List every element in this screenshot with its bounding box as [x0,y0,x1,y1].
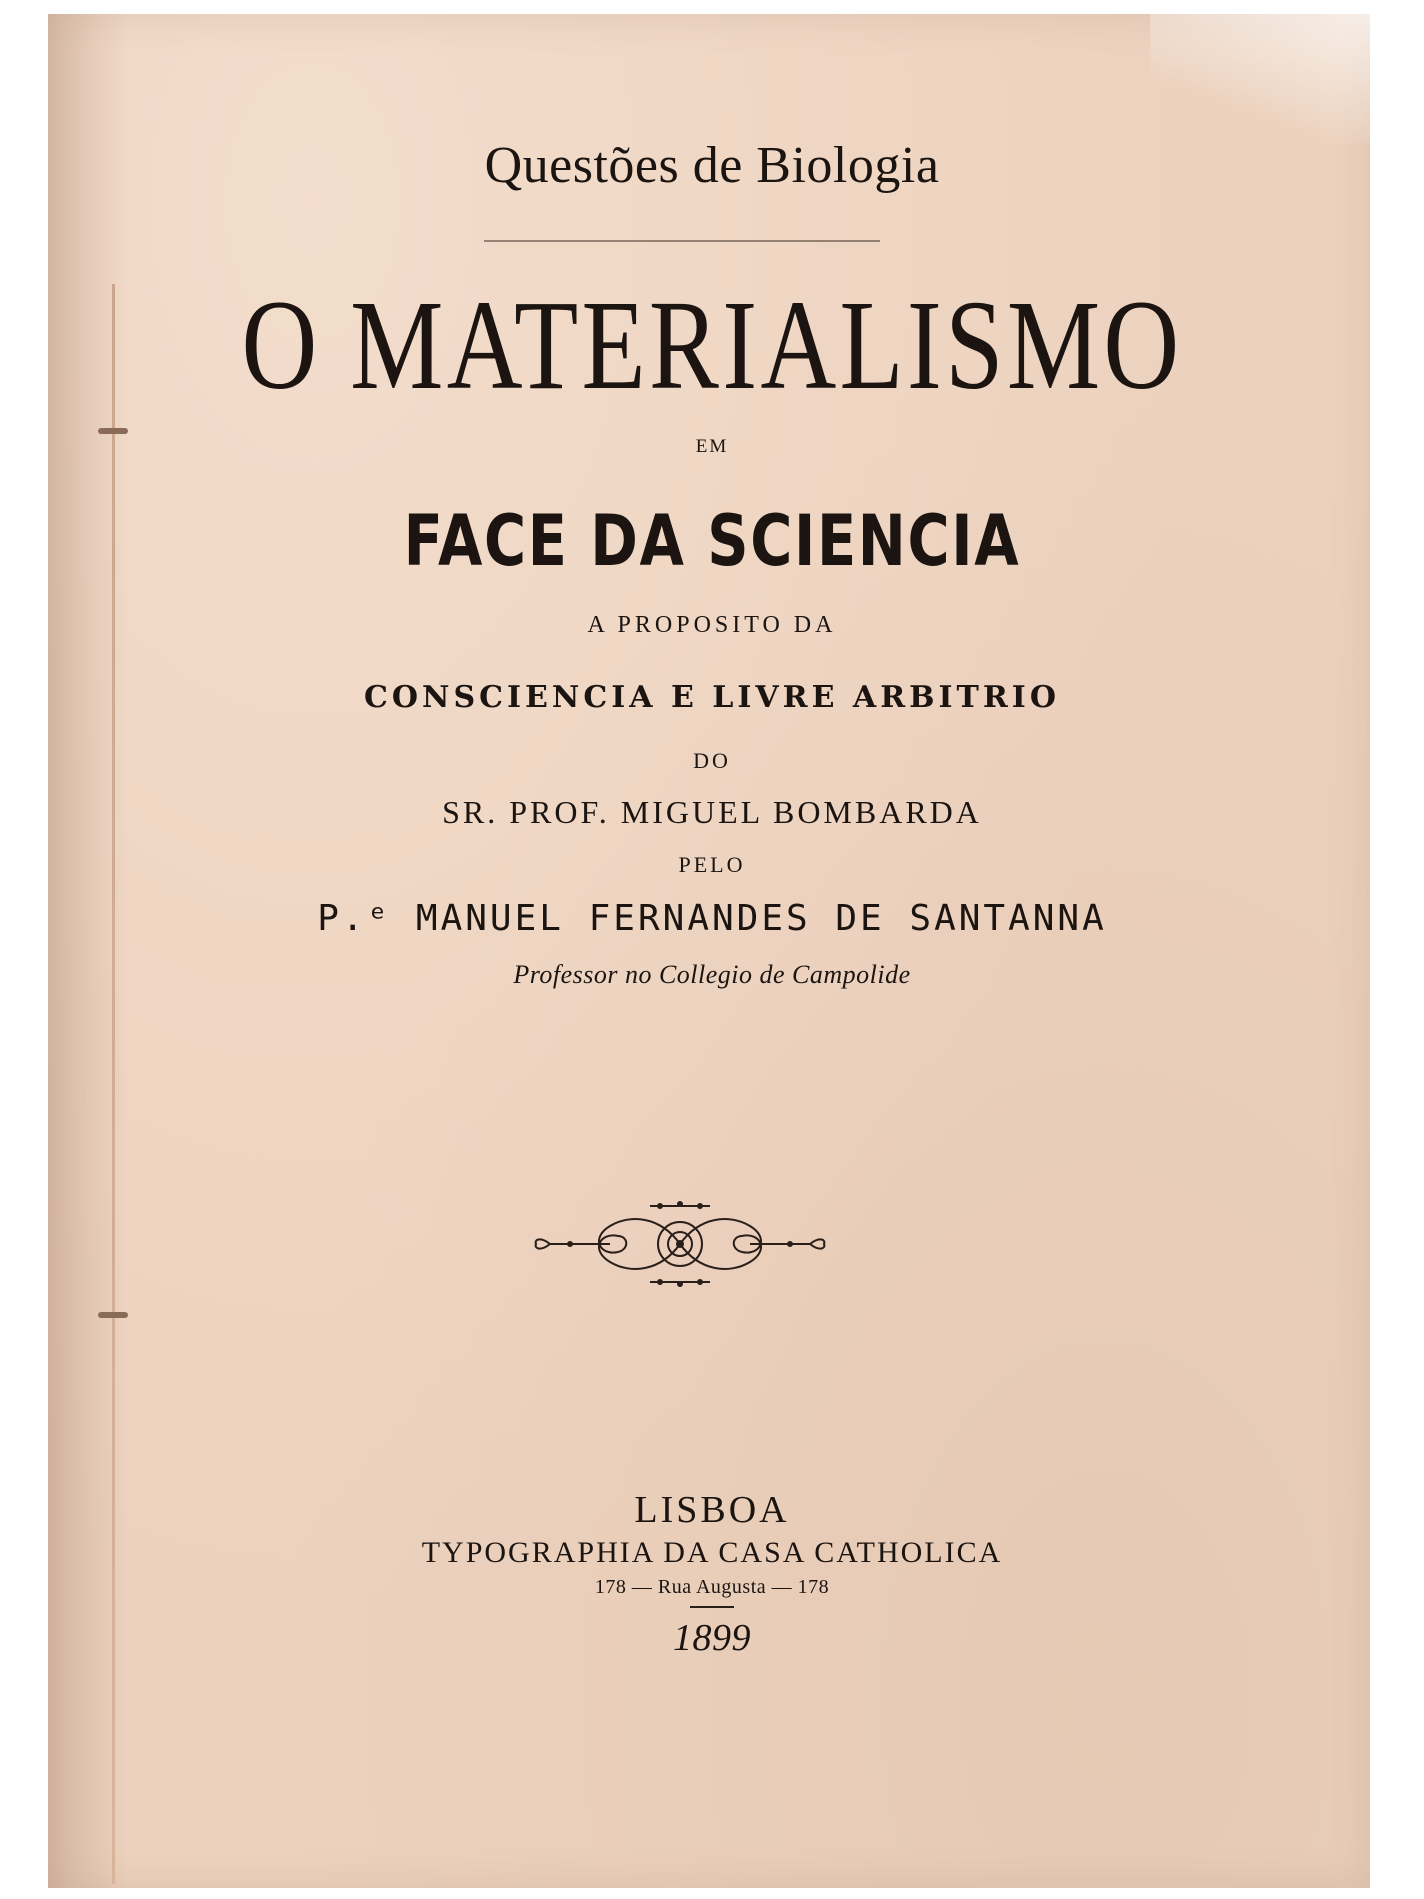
publisher-address: 178 — Rua Augusta — 178 [594,1576,830,1598]
spine-shadow [48,14,128,1888]
publisher-name: TYPOGRAPHIA DA CASA CATHOLICA [421,1536,1003,1569]
title-rule [484,240,880,242]
publisher-city: LISBOA [634,1489,790,1531]
subtitle: FACE DA SCIENCIA [403,500,1021,582]
publication-year: 1899 [673,1617,751,1659]
binding-stitch [98,1312,128,1318]
series-title: Questões de Biologia [484,137,940,194]
pelo-line: PELO [678,852,746,877]
title-connector: EM [695,436,729,457]
referenced-work: CONSCIENCIA E LIVRE ARBITRIO [364,680,1060,715]
do-line: DO [693,748,731,773]
corner-fold [1150,14,1370,144]
scroll-ornament-icon [530,1196,830,1292]
author-name: P.ᵉ MANUEL FERNANDES DE SANTANNA [317,898,1107,939]
main-title: O MATERIALISMO [241,274,1183,416]
author-role: Professor no Collegio de Campolide [513,960,911,989]
binding-stitch [98,428,128,434]
referenced-professor: SR. PROF. MIGUEL BOMBARDA [442,794,982,830]
year-rule [690,1606,734,1608]
proposito-line: A PROPOSITO DA [587,612,837,638]
